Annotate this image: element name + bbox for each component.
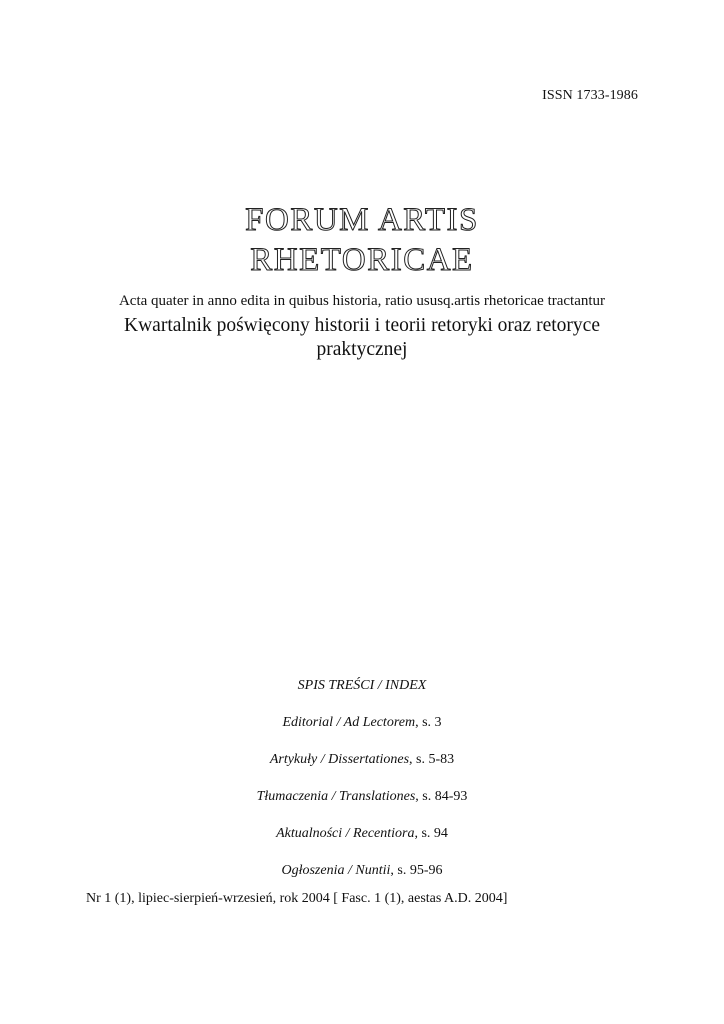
subtitle-polish	[0, 314, 724, 362]
toc-item	[0, 789, 724, 826]
toc-item-label: Aktualności / Recentiora	[276, 826, 415, 841]
subtitle-polish-line-1: Kwartalnik poświęcony historii i teorii retoryki oraz retoryce	[124, 315, 600, 336]
subtitle-polish-line-2: praktycznej	[316, 339, 408, 360]
toc-heading: SPIS TREŚCI / INDEX	[297, 678, 427, 693]
toc-item-pages: , s. 84-93	[415, 789, 468, 804]
toc-item-label: Ogłoszenia / Nuntii	[281, 863, 391, 878]
toc-item-label: Tłumaczenia / Translationes	[256, 789, 416, 804]
toc-item	[0, 826, 724, 863]
toc-item-pages: , s. 94	[414, 826, 448, 841]
issn-number: ISSN 1733-1986	[542, 88, 638, 103]
table-of-contents	[0, 678, 724, 900]
toc-item-pages: , s. 5-83	[409, 752, 455, 767]
subtitle-latin: Acta quater in anno edita in quibus historia, ratio ususq.artis rhetoricae tractantur	[118, 293, 606, 309]
journal-title-line-1: FORUM ARTIS	[245, 202, 479, 238]
toc-item-label: Artykuły / Dissertationes	[269, 752, 410, 767]
toc-item-pages: , s. 95-96	[390, 863, 443, 878]
issue-info: Nr 1 (1), lipiec-sierpień-wrzesień, rok 2004 [ Fasc. 1 (1), aestas A.D. 2004]	[86, 891, 508, 906]
toc-item-pages: , s. 3	[415, 715, 442, 730]
journal-title	[0, 200, 724, 280]
toc-item	[0, 752, 724, 789]
toc-item-label: Editorial / Ad Lectorem	[282, 715, 416, 730]
journal-title-line-2: RHETORICAE	[250, 242, 474, 278]
toc-item	[0, 715, 724, 752]
